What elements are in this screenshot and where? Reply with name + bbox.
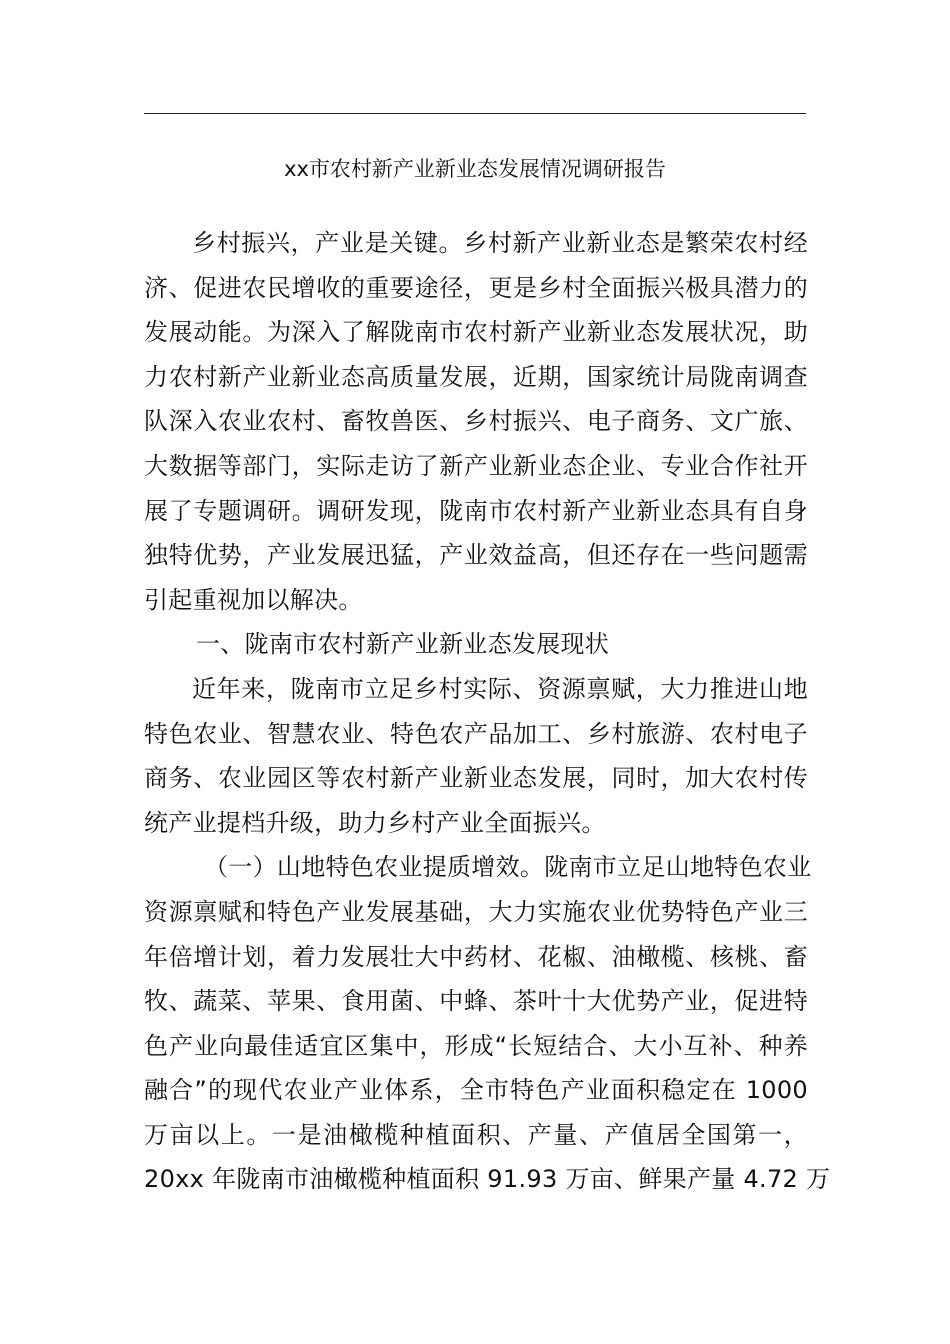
paragraph-line: 万亩以上。一是油橄榄种植面积、产量、产值居全国第一， [144, 1120, 808, 1149]
paragraph-line: 队深入农业农村、畜牧兽医、乡村振兴、电子商务、文广旅、 [144, 407, 808, 436]
paragraph-line: 发展动能。为深入了解陇南市农村新产业新业态发展状况，助 [144, 318, 808, 347]
paragraph-line: 牧、蔬菜、苹果、食用菌、中蜂、茶叶十大优势产业，促进特 [144, 987, 808, 1016]
document-body [144, 221, 831, 1202]
paragraph-line: 融合”的现代农业产业体系，全市特色产业面积稳定在 1000 [144, 1076, 808, 1105]
paragraph-line: 近年来，陇南市立足乡村实际、资源禀赋，大力推进山地 [192, 674, 808, 703]
paragraph-line: 统产业提档升级，助力乡村产业全面振兴。 [144, 808, 606, 837]
paragraph-line: 乡村振兴，产业是关键。乡村新产业新业态是繁荣农村经 [192, 229, 808, 257]
paragraph-line: 独特优势，产业发展迅猛，产业效益高，但还存在一些问题需 [144, 541, 808, 570]
document-title: xx市农村新产业新业态发展情况调研报告 [284, 157, 666, 181]
paragraph-line: 大数据等部门，实际走访了新产业新业态企业、专业合作社开 [144, 451, 808, 480]
paragraph-line: 商务、农业园区等农村新产业新业态发展，同时，加大农村传 [144, 764, 808, 793]
paragraph-line: 特色农业、智慧农业、特色农产品加工、乡村旅游、农村电子 [144, 719, 808, 748]
paragraph-line: 引起重视加以解决。 [144, 585, 363, 614]
paragraph-line: 年倍增计划，着力发展壮大中药材、花椒、油橄榄、核桃、畜 [144, 942, 808, 971]
paragraph-line: 展了专题调研。调研发现，陇南市农村新产业新业态具有自身 [144, 496, 808, 525]
header-rule [144, 113, 806, 114]
paragraph-line: （一）山地特色农业提质增效。陇南市立足山地特色农业 [204, 853, 812, 882]
paragraph-line: 济、促进农民增收的重要途径，更是乡村全面振兴极具潜力的 [144, 273, 808, 302]
paragraph-line: 力农村新产业新业态高质量发展，近期，国家统计局陇南调查 [144, 362, 808, 391]
paragraph-line: 色产业向最佳适宜区集中，形成“长短结合、大小互补、种养 [144, 1031, 808, 1060]
paragraph-line: 资源禀赋和特色产业发展基础，大力实施农业优势特色产业三 [144, 897, 808, 926]
paragraph-line: 20xx 年陇南市油橄榄种植面积 91.93 万亩、鲜果产量 4.72 万 [144, 1165, 831, 1194]
section-heading: 一、陇南市农村新产业新业态发展现状 [196, 630, 610, 659]
